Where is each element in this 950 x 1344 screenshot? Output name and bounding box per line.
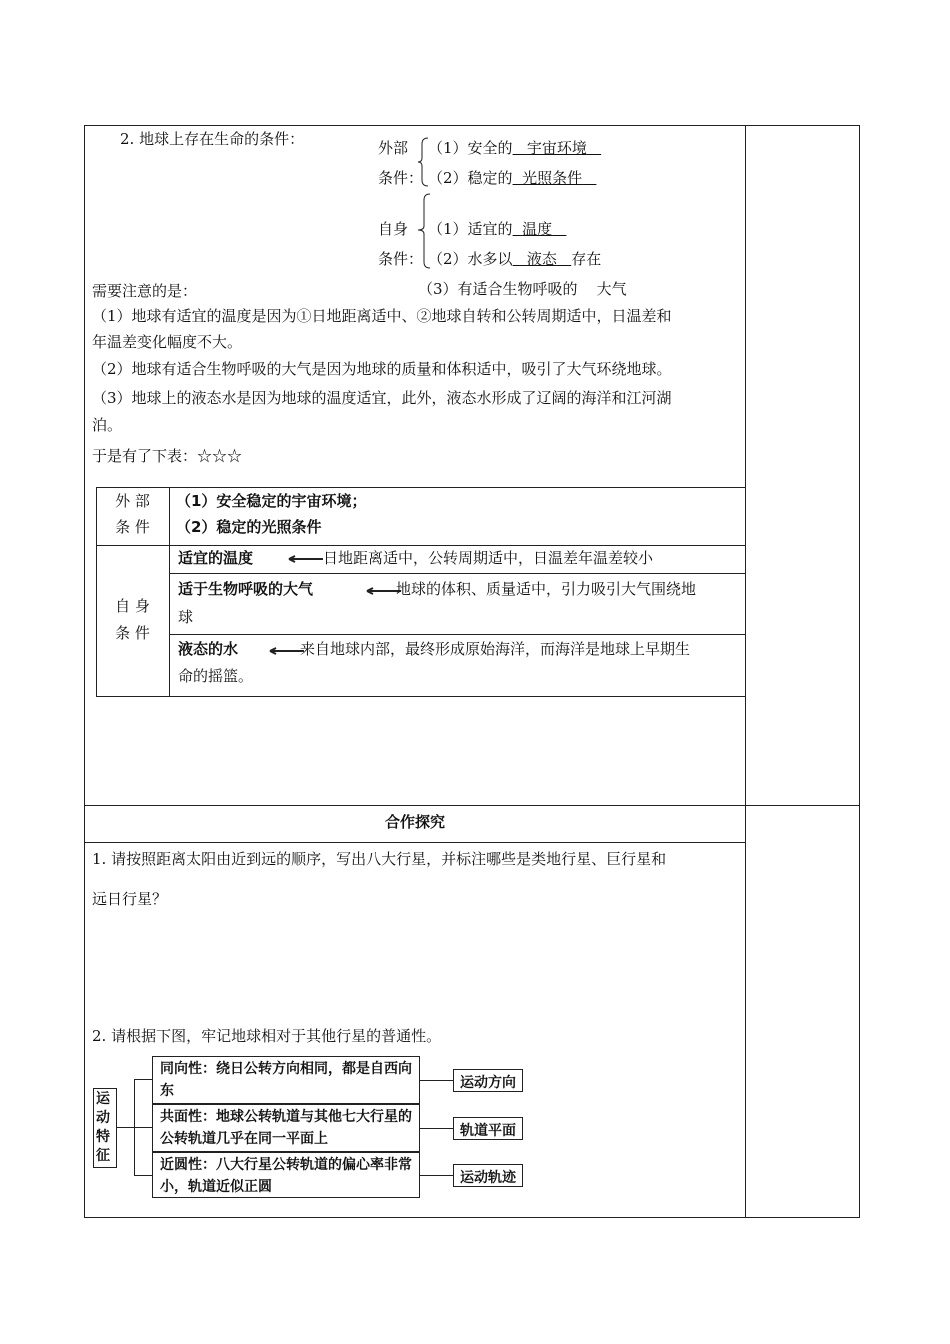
- internal-item-1: （1）适宜的 温度: [428, 220, 553, 238]
- table-intro: 于是有了下表：☆☆☆: [92, 447, 243, 465]
- note-heading: 需要注意的是：: [92, 282, 198, 300]
- diagram-tag-1-connector: [420, 1080, 453, 1081]
- external-item-1: （1）安全的 宇宙环境: [428, 139, 587, 157]
- diagram-branch-1-text: 同向性：绕日公转方向相同，都是自西向东: [160, 1061, 412, 1099]
- question-1-line-1: 1. 请按照距离太阳由近到远的顺序，写出八大行星，并标注哪些是类地行星、巨行星和: [92, 850, 667, 868]
- internal-item-3: （3）有适合生物呼吸的 大气: [418, 280, 627, 298]
- external-row-1: （1）安全稳定的宇宙环境；: [176, 492, 367, 510]
- internal-row-3-reason-2: 命的摇篮。: [178, 667, 254, 685]
- external-item-2: （2）稳定的 光照条件: [428, 169, 583, 187]
- external-label-line2: 条件：: [378, 169, 424, 187]
- note-line-4: （3）地球上的液态水是因为地球的温度适宜，此外，液态水形成了辽阔的海洋和江河湖: [92, 389, 672, 407]
- summary-row-divider-2: [169, 573, 746, 574]
- row-divider-2: [84, 842, 746, 843]
- diagram-tag-3-connector: [420, 1175, 453, 1176]
- diagram-branch-2-text: 共面性：地球公转轨道与其他七大行星的公转轨道几乎在同一平面上: [160, 1109, 412, 1147]
- question-1-line-2: 远日行星？: [92, 890, 168, 908]
- arrow-left-icon: [285, 554, 325, 564]
- external-row-2: （2）稳定的光照条件: [176, 518, 322, 536]
- note-line-5: 泊。: [92, 416, 123, 434]
- diagram-root-connector: [117, 1127, 134, 1128]
- internal-label-line2: 条件：: [378, 250, 424, 268]
- note-line-2: 年温差变化幅度不大。: [92, 333, 243, 351]
- cooperation-title: 合作探究: [384, 813, 445, 831]
- internal-row-2-reason-1: 地球的体积、质量适中，引力吸引大气围绕地: [396, 580, 697, 598]
- summary-col-divider: [169, 487, 170, 697]
- diagram-branch-1-connector: [134, 1079, 152, 1080]
- summary-row-divider-3: [169, 634, 746, 635]
- diagram-tag-2-connector: [420, 1128, 453, 1129]
- internal-cell-label-1: 自 身: [115, 597, 150, 615]
- internal-row-2-key: 适于生物呼吸的大气: [178, 580, 314, 598]
- internal-row-3-reason-1: 来自地球内部，最终形成原始海洋，而海洋是地球上早期生: [300, 640, 691, 658]
- diagram-branch-3-connector: [134, 1175, 152, 1176]
- internal-row-3-key: 液态的水: [178, 640, 239, 658]
- diagram-branch-3-text: 近圆性：八大行星公转轨道的偏心率非常小，轨道近似正圆: [160, 1157, 412, 1195]
- row-divider-1: [84, 805, 860, 806]
- diagram-tag-3: 运动轨迹: [460, 1170, 516, 1186]
- question-2: 2. 请根据下图，牢记地球相对于其他行星的普通性。: [92, 1027, 442, 1045]
- internal-row-1-reason: 日地距离适中，公转周期适中，日温差年温差较小: [323, 549, 654, 567]
- internal-label-line1: 自身: [378, 220, 409, 238]
- external-cell-label-2: 条 件: [115, 518, 150, 536]
- external-label-line1: 外部: [378, 139, 409, 157]
- summary-row-divider-1: [96, 545, 746, 546]
- diagram-tag-2: 轨道平面: [460, 1123, 516, 1139]
- note-line-1: （1）地球有适宜的温度是因为①日地距离适中、②地球自转和公转周期适中，日温差和: [92, 307, 672, 325]
- note-line-3: （2）地球有适合生物呼吸的大气是因为地球的质量和体积适中，吸引了大气环绕地球。: [92, 360, 672, 378]
- diagram-branch-2-connector: [134, 1127, 152, 1128]
- internal-item-2: （2）水多以 液态 存在: [428, 250, 602, 268]
- external-cell-label-1: 外 部: [115, 492, 150, 510]
- diagram-root-label: 运动特征: [96, 1091, 110, 1164]
- conditions-heading: 2. 地球上存在生命的条件：: [120, 130, 305, 148]
- internal-row-1-key: 适宜的温度: [178, 549, 254, 567]
- internal-row-2-reason-2: 球: [178, 608, 194, 626]
- diagram-tag-1: 运动方向: [460, 1075, 516, 1091]
- internal-cell-label-2: 条 件: [115, 624, 150, 642]
